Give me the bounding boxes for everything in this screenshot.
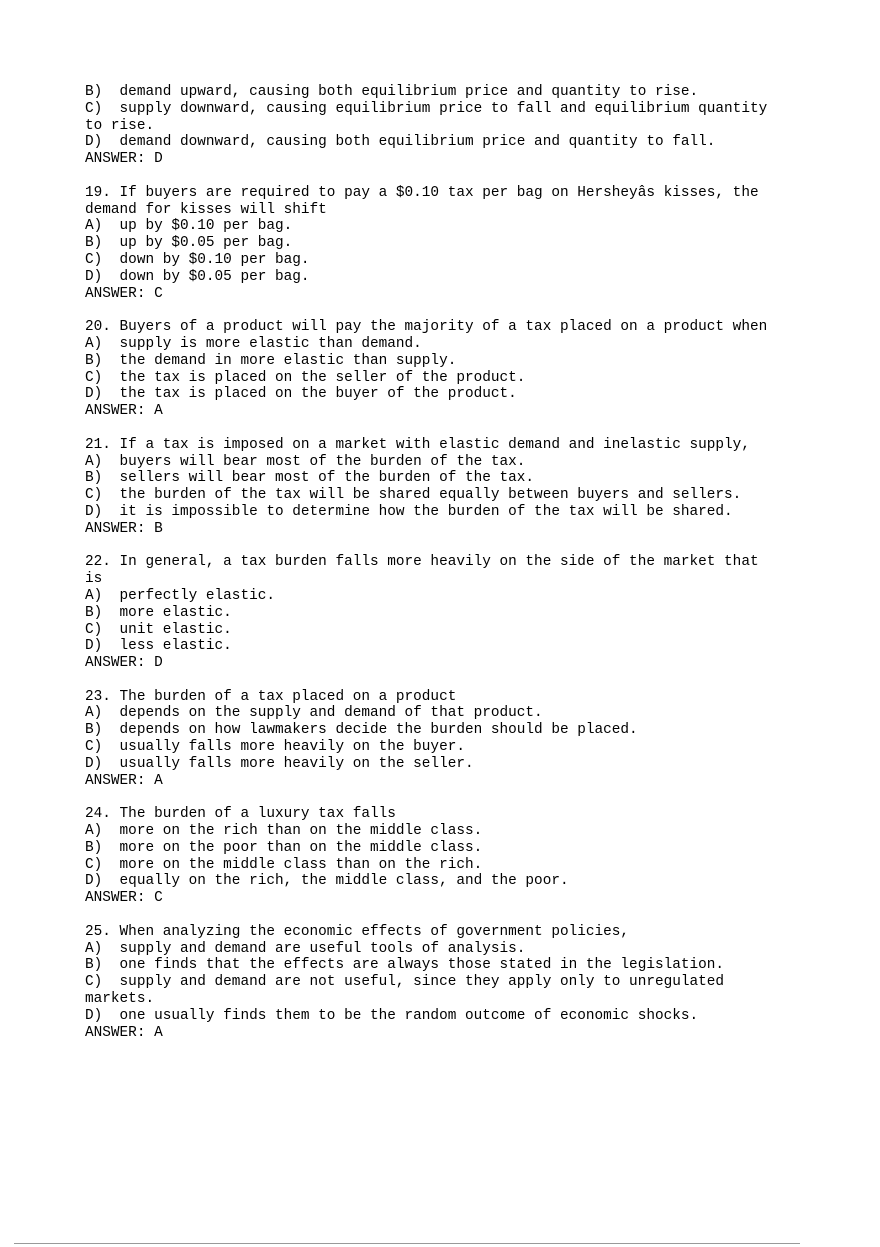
text-line: A) more on the rich than on the middle class. <box>85 823 483 840</box>
text-line: ANSWER: B <box>85 520 163 537</box>
text-line: 20. Buyers of a product will pay the majority of a tax placed on a product when <box>85 319 768 336</box>
text-line: B) depends on how lawmakers decide the burden should be placed. <box>85 722 638 739</box>
text-line: markets. <box>85 991 155 1008</box>
text-line: D) it is impossible to determine how the burden of the tax will be shared. <box>85 503 733 520</box>
text-line: A) perfectly elastic. <box>85 587 275 604</box>
text-line: D) the tax is placed on the buyer of the product. <box>85 386 517 403</box>
text-line: B) sellers will bear most of the burden of the tax. <box>85 470 535 487</box>
text-line: B) one finds that the effects are always those stated in the legislation. <box>85 957 725 974</box>
text-line: B) more elastic. <box>85 604 232 621</box>
text-line: D) one usually finds them to be the random outcome of economic shocks. <box>85 1007 699 1024</box>
text-line: D) down by $0.05 per bag. <box>85 268 310 285</box>
text-line: C) usually falls more heavily on the buyer. <box>85 739 465 756</box>
text-line: C) supply downward, causing equilibrium price to fall and equilibrium quantity <box>85 100 768 117</box>
page-bottom-rule <box>14 1243 800 1244</box>
text-line: B) demand upward, causing both equilibrium price and quantity to rise. <box>85 84 699 100</box>
text-line: ANSWER: A <box>85 772 163 789</box>
text-line: ANSWER: A <box>85 1024 163 1041</box>
question-block <box>85 806 805 907</box>
question-block <box>85 437 805 538</box>
text-line: C) the burden of the tax will be shared equally between buyers and sellers. <box>85 487 742 504</box>
text-line: 21. If a tax is imposed on a market with elastic demand and inelastic supply, <box>85 436 750 453</box>
text-line: ANSWER: C <box>85 890 163 907</box>
text-line: C) supply and demand are not useful, since they apply only to unregulated <box>85 974 725 991</box>
text-line: is <box>85 571 103 588</box>
text-line: D) equally on the rich, the middle class, and the poor. <box>85 873 569 890</box>
text-line: B) the demand in more elastic than supply. <box>85 352 457 369</box>
text-line: D) demand downward, causing both equilibrium price and quantity to fall. <box>85 134 716 151</box>
text-line: C) more on the middle class than on the rich. <box>85 856 483 873</box>
question-block <box>85 924 805 1042</box>
text-line: B) more on the poor than on the middle class. <box>85 839 483 856</box>
text-line: A) supply is more elastic than demand. <box>85 335 422 352</box>
question-block <box>85 689 805 790</box>
text-line: ANSWER: C <box>85 285 163 302</box>
question-block-continued <box>85 84 805 168</box>
text-line: A) supply and demand are useful tools of analysis. <box>85 940 526 957</box>
text-line: A) depends on the supply and demand of that product. <box>85 705 543 722</box>
text-line: D) less elastic. <box>85 638 232 655</box>
text-line: C) the tax is placed on the seller of the product. <box>85 369 526 386</box>
text-line: C) unit elastic. <box>85 621 232 638</box>
text-line: ANSWER: A <box>85 403 163 420</box>
text-line: D) usually falls more heavily on the seller. <box>85 755 474 772</box>
text-line: ANSWER: D <box>85 655 163 672</box>
text-line: 23. The burden of a tax placed on a product <box>85 688 457 705</box>
text-line: ANSWER: D <box>85 151 163 168</box>
text-line: A) up by $0.10 per bag. <box>85 218 293 235</box>
question-block <box>85 554 805 672</box>
text-line: 22. In general, a tax burden falls more heavily on the side of the market that <box>85 554 759 571</box>
text-line: 19. If buyers are required to pay a $0.10 tax per bag on Hersheyâs kisses, the <box>85 184 759 201</box>
text-line: A) buyers will bear most of the burden of the tax. <box>85 453 526 470</box>
text-line: B) up by $0.05 per bag. <box>85 235 293 252</box>
text-line: C) down by $0.10 per bag. <box>85 251 310 268</box>
question-block <box>85 185 805 303</box>
text-line: demand for kisses will shift <box>85 201 327 218</box>
question-block <box>85 319 805 420</box>
document-body <box>85 84 805 1058</box>
text-line: 24. The burden of a luxury tax falls <box>85 806 396 823</box>
text-line: to rise. <box>85 117 155 134</box>
text-line: 25. When analyzing the economic effects of government policies, <box>85 923 630 940</box>
